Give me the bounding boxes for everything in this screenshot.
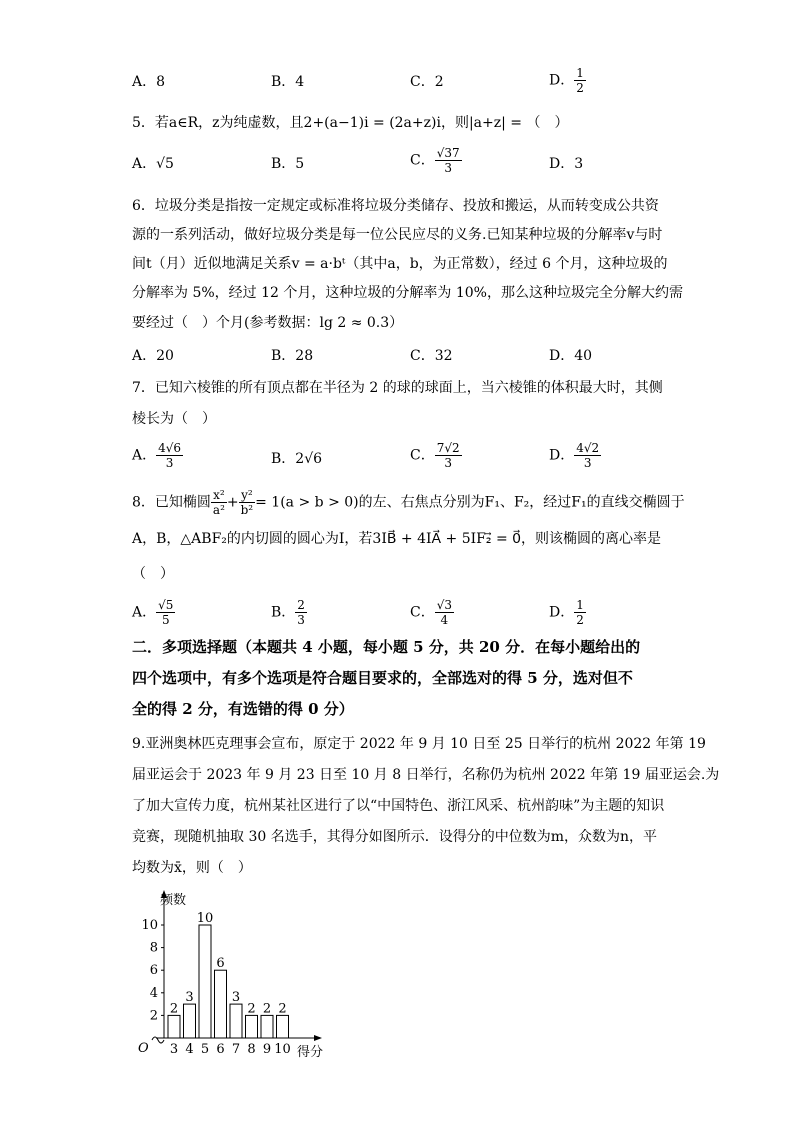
x-tick-label: 7 <box>231 1042 241 1057</box>
fraction-numerator: √37 <box>436 146 460 160</box>
q7-option-b-value: 2√6 <box>295 451 323 467</box>
section-heading-line-3: 全的得 2 分，有选错的得 0 分） <box>132 700 354 718</box>
q6-option-a: A．20 <box>132 348 174 364</box>
q9-line-2: 届亚运会于 2023 年 9 月 23 日至 10 月 8 日举行，名称仍为杭州 2022 年第 19 届亚运会.为 <box>132 767 720 783</box>
section-heading-line-1: 二．多项选择题（本题共 4 小题，每小题 5 分，共 20 分．在每小题给出的 <box>132 638 641 656</box>
q4-option-a: A．8 <box>132 74 166 90</box>
q8-option-b-label: B． <box>271 604 296 621</box>
q9-line-3: 了加大宣传力度，杭州某社区进行了以“中国特色、浙江风采、杭州韵味”为主题的知识 <box>132 798 665 814</box>
q6-option-d: D．40 <box>549 348 593 364</box>
q9-line-4: 竞赛，现随机抽取 30 名选手，其得分如图所示．设得分的中位数为m，众数为n，平 <box>132 829 658 845</box>
q5-stem: 5．若a∈R，z为纯虚数，且2+(a−1)i = (2a+z)i，则|a+z| = （ ） <box>132 115 569 131</box>
bar-data-label: 2 <box>247 1001 256 1017</box>
q8-option-a-fraction <box>156 598 175 627</box>
x-tick-label: 4 <box>185 1042 194 1057</box>
bar-data-label: 2 <box>169 1001 179 1017</box>
bar-data-label: 2 <box>262 1001 272 1017</box>
x-axis-arrow-icon <box>314 1035 322 1041</box>
y-tick-label: 8 <box>149 940 158 956</box>
q5-option-b: B．5 <box>271 156 305 172</box>
q8-y-fraction <box>239 488 256 517</box>
fraction-numerator: 1 <box>576 66 584 80</box>
fraction-numerator: 4√2 <box>576 441 600 455</box>
q6-line-4: 分解率为 5%，经过 12 个月，这种垃圾的分解率为 10%，那么这种垃圾完全分解大约需 <box>132 285 683 301</box>
q8-plus-sign: + <box>226 494 239 511</box>
x-tick-label: 5 <box>200 1042 210 1057</box>
bar-data-label: 6 <box>216 956 225 972</box>
origin-label: O <box>138 1041 149 1056</box>
fraction-numerator: √5 <box>158 598 174 612</box>
fraction-numerator: 2 <box>297 598 305 612</box>
q8-line-1 <box>132 488 685 517</box>
bar-data-label: 3 <box>185 990 194 1006</box>
fraction-numerator: 1 <box>576 598 584 612</box>
y-tick-label: 10 <box>141 918 158 933</box>
fraction-denominator: 5 <box>161 613 170 627</box>
q8-option-d-fraction <box>574 598 586 627</box>
x-tick-label: 10 <box>274 1042 291 1057</box>
fraction-numerator: 7√2 <box>436 441 460 455</box>
x-tick-label: 3 <box>169 1042 179 1057</box>
bar <box>168 1015 180 1038</box>
fraction-denominator: 2 <box>576 81 584 95</box>
q5-option-c-fraction <box>435 146 462 175</box>
fraction-denominator: a² <box>212 503 225 517</box>
q6-line-1: 6．垃圾分类是指按一定规定或标准将垃圾分类储存、投放和搬运，从而转变成公共资 <box>132 198 659 214</box>
q7-option-b-label: B． <box>271 451 296 467</box>
q9-line-5: 均数为x̄，则（ ） <box>132 860 252 876</box>
bar <box>184 1004 196 1038</box>
q8-option-d <box>549 598 586 627</box>
q7-option-a <box>132 441 183 470</box>
fraction-denominator: 3 <box>165 456 174 470</box>
bar <box>246 1015 258 1038</box>
q6-line-3: 间t（月）近似地满足关系v = a·bᵗ（其中a，b，为正常数），经过 6 个月，这种垃圾的 <box>132 256 668 272</box>
y-tick-label: 6 <box>149 963 158 979</box>
q7-option-c-fraction <box>435 441 462 470</box>
q8-option-b <box>271 598 307 627</box>
q7-option-c-label: C． <box>410 447 435 464</box>
q7-line-1: 7．已知六棱锥的所有顶点都在半径为 2 的球的球面上，当六棱锥的体积最大时，其侧 <box>132 380 663 396</box>
q7-option-c <box>410 441 462 470</box>
q8-option-b-fraction <box>295 598 307 627</box>
q7-option-d <box>549 441 601 470</box>
q5-option-d: D．3 <box>549 156 584 172</box>
q8-option-c <box>410 598 454 627</box>
fraction-denominator: b² <box>240 503 254 517</box>
q6-line-5: 要经过（ ）个月(参考数据：lg 2 ≈ 0.3） <box>132 315 404 331</box>
q8-option-a <box>132 598 175 627</box>
q5-option-a-value: √5 <box>156 156 174 172</box>
q5-option-a <box>132 154 174 174</box>
q8-option-c-label: C． <box>410 604 435 621</box>
fraction-denominator: 3 <box>297 613 305 627</box>
frequency-bar-chart <box>120 882 340 1062</box>
q7-option-a-fraction <box>156 441 183 470</box>
q8-line-1-prefix: 8．已知椭圆 <box>132 494 211 511</box>
fraction-denominator: 2 <box>576 613 584 627</box>
q8-line-1-suffix: = 1(a > b > 0)的左、右焦点分别为F₁、F₂，经过F₁的直线交椭圆于 <box>255 494 685 511</box>
fraction-denominator: 4 <box>440 613 449 627</box>
bar <box>261 1015 273 1038</box>
q8-option-c-fraction <box>435 598 454 627</box>
bar <box>230 1004 242 1038</box>
q4-option-d-fraction <box>574 66 586 95</box>
fraction-numerator: y² <box>241 488 253 502</box>
q9-line-1: 9.亚洲奥林匹克理事会宣布，原定于 2022 年 9 月 10 日至 25 日举行的杭州 2022 年第 19 <box>132 736 706 752</box>
fraction-denominator: 3 <box>444 456 452 470</box>
q5-option-c-label: C． <box>410 152 435 169</box>
bar <box>277 1015 289 1038</box>
q8-option-a-label: A． <box>132 604 157 621</box>
q4-option-d <box>549 66 586 95</box>
q5-option-c <box>410 146 462 175</box>
x-axis-label: 得分 <box>297 1045 324 1060</box>
q5-option-a-label: A． <box>132 156 157 172</box>
y-axis-label: 频数 <box>160 893 187 908</box>
bar-data-label: 2 <box>278 1001 287 1017</box>
fraction-denominator: 3 <box>583 456 592 470</box>
q8-x-fraction <box>211 488 227 517</box>
bar-data-label: 3 <box>231 990 241 1006</box>
x-tick-label: 8 <box>247 1042 256 1057</box>
x-tick-label: 9 <box>262 1042 272 1057</box>
q6-line-2: 源的一系列活动，做好垃圾分类是每一位公民应尽的义务.已知某种垃圾的分解率v与时 <box>132 227 663 243</box>
section-heading-line-2: 四个选项中，有多个选项是符合题目要求的，全部选对的得 5 分，选对但不 <box>132 669 633 687</box>
y-tick-label: 2 <box>149 1008 158 1024</box>
fraction-numerator: √3 <box>436 598 452 612</box>
q6-option-b: B．28 <box>271 348 314 364</box>
q8-option-d-label: D． <box>549 604 575 621</box>
fraction-denominator: 3 <box>444 161 452 175</box>
x-tick-label: 6 <box>216 1042 225 1057</box>
q7-line-2: 棱长为（ ） <box>132 411 216 427</box>
fraction-numerator: x² <box>213 488 225 502</box>
q4-option-b: B．4 <box>271 74 305 90</box>
bar <box>199 925 211 1038</box>
y-tick-label: 4 <box>149 985 158 1001</box>
q7-option-b <box>271 449 322 469</box>
q8-line-2: A，B，△ABF₂的内切圆的圆心为I，若3IB⃗ + 4IA⃗ + 5IF₂⃗ = 0⃗，则该椭圆的离心率是 <box>132 531 662 547</box>
q8-line-3: （ ） <box>132 566 174 582</box>
fraction-numerator: 4√6 <box>158 441 182 455</box>
q7-option-d-label: D． <box>549 447 575 464</box>
q7-option-a-label: A． <box>132 447 157 464</box>
q7-option-d-fraction <box>574 441 601 470</box>
bar <box>215 970 227 1038</box>
bar-data-label: 10 <box>196 911 214 926</box>
q4-option-d-label: D． <box>549 72 575 89</box>
q6-option-c: C．32 <box>410 348 453 364</box>
q4-option-c: C．2 <box>410 74 444 90</box>
